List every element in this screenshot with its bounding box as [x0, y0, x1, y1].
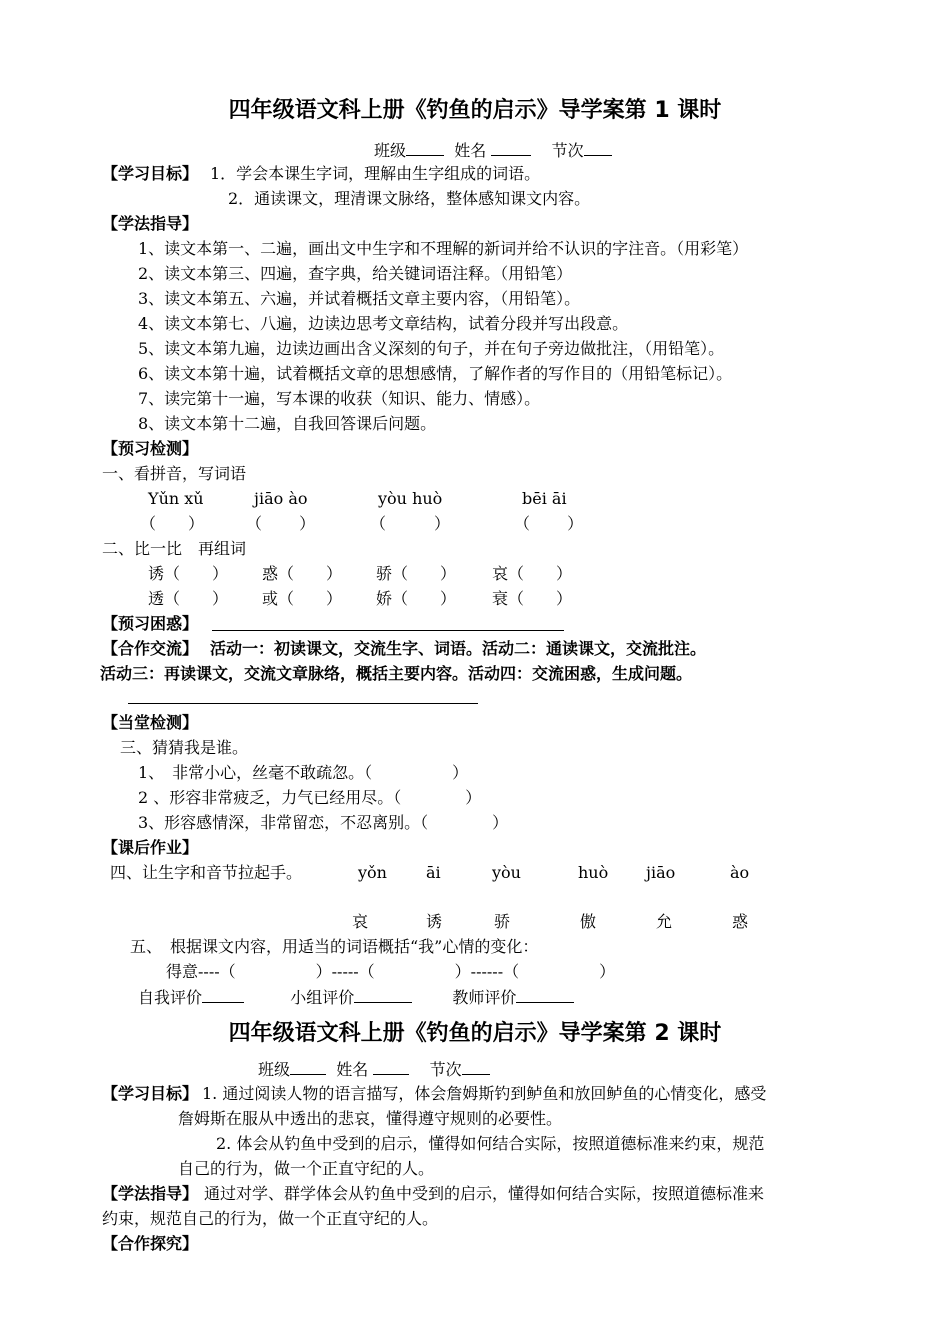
homework-pinyin: jiāo [646, 863, 676, 882]
pinyin-item: Yǔn xǔ [148, 489, 204, 508]
lesson1-goal-1: 1．学会本课生字词，理解由生字组成的词语。 [210, 164, 541, 183]
lesson1-homework-label: 【课后作业】 [102, 838, 199, 857]
self-eval-field[interactable] [202, 986, 244, 1003]
compare-item[interactable]: 衰（ ） [492, 589, 573, 608]
lesson2-method-text-a: 通过对学、群学体会从钓鱼中受到的启示，懂得如何结合实际，按照道德标准来 [204, 1184, 765, 1203]
answer-bracket[interactable]: （ ） [140, 514, 205, 533]
lesson2-goal-2a: 2. 体会从钓鱼中受到的启示，懂得如何结合实际，按照道德标准来约束，规范 [216, 1134, 765, 1153]
coop-text-1: 活动一：初读课文，交流生字、词语。活动二：通读课文，交流批注。 [210, 639, 707, 658]
compare-item[interactable]: 娇（ ） [376, 589, 457, 608]
confusion-answer-line[interactable] [212, 630, 564, 631]
homework-pinyin: ào [730, 863, 750, 882]
mood-chain[interactable]: 得意----（ ）-----（ ）------（ ） [166, 962, 616, 981]
lesson1-coop-label: 【合作交流】 [102, 639, 199, 658]
homework-char: 允 [656, 912, 673, 931]
compare-item[interactable]: 或（ ） [262, 589, 343, 608]
pinyin-item: bēi āi [522, 489, 567, 508]
lesson2-explore-label: 【合作探究】 [102, 1234, 199, 1253]
lesson1-check-label: 【当堂检测】 [102, 713, 199, 732]
class-label: 班级 [374, 141, 407, 160]
method-step: 1、读文本第一、二遍，画出文中生字和不理解的新词并给不认识的字注音。（用彩笔） [138, 239, 749, 258]
method-step: 7、读完第十一遍，写本课的收获（知识、能力、情感）。 [138, 389, 541, 408]
class-field[interactable] [290, 1058, 326, 1075]
lesson2-method-text-b: 约束，规范自己的行为，做一个正直守纪的人。 [102, 1209, 439, 1228]
lesson2-info-line [258, 1058, 490, 1081]
name-label: 姓名 [336, 1060, 369, 1079]
group-eval-label: 小组评价 [290, 988, 355, 1007]
compare-item[interactable]: 透（ ） [148, 589, 229, 608]
answer-bracket[interactable]: （ ） [370, 514, 451, 533]
name-field[interactable] [491, 139, 531, 156]
compare-item[interactable]: 哀（ ） [492, 564, 573, 583]
name-field[interactable] [373, 1058, 409, 1075]
preview-q1: 一、看拼音，写词语 [102, 464, 247, 483]
homework-pinyin: āi [426, 863, 441, 882]
lesson1-title: 四年级语文科上册《钓鱼的启示》导学案第 1 课时 [228, 98, 722, 123]
check-item: 1、 非常小心，丝毫不敢疏忽。（ ） [138, 763, 469, 782]
coop-answer-line[interactable] [128, 703, 478, 704]
lesson2-goal-1a: 1. 通过阅读人物的语言描写，体会詹姆斯钓到鲈鱼和放回鲈鱼的心情变化，感受 [202, 1084, 767, 1103]
lesson2-method-label: 【学法指导】 [102, 1184, 199, 1203]
section-field[interactable] [584, 139, 612, 156]
homework-pinyin: yǒn [358, 863, 387, 882]
coop-text-2: 活动三：再读课文，交流文章脉络，概括主要内容。活动四：交流困惑，生成问题。 [100, 664, 693, 683]
lesson2-goal-1b: 詹姆斯在服从中透出的悲哀，懂得遵守规则的必要性。 [178, 1109, 563, 1128]
lesson1-goal-2: 2．通读课文，理清课文脉络，整体感知课文内容。 [228, 189, 591, 208]
class-field[interactable] [406, 139, 444, 156]
evaluation-line [138, 986, 574, 1009]
class-label: 班级 [258, 1060, 291, 1079]
lesson1-goals-label: 【学习目标】 [102, 164, 199, 183]
name-label: 姓名 [454, 141, 487, 160]
homework-pinyin: yòu [492, 863, 521, 882]
method-step: 5、读文本第九遍，边读边画出含义深刻的句子，并在句子旁边做批注，（用铅笔）。 [138, 339, 725, 358]
method-step: 3、读文本第五、六遍，并试着概括文章主要内容，（用铅笔）。 [138, 289, 581, 308]
pinyin-item: yòu huò [378, 489, 443, 508]
answer-bracket[interactable]: （ ） [514, 514, 584, 533]
teacher-eval-label: 教师评价 [452, 988, 517, 1007]
lesson2-title: 四年级语文科上册《钓鱼的启示》导学案第 2 课时 [228, 1021, 722, 1046]
compare-item[interactable]: 诱（ ） [148, 564, 229, 583]
lesson1-preview-label: 【预习检测】 [102, 439, 199, 458]
compare-item[interactable]: 骄（ ） [376, 564, 457, 583]
teacher-eval-field[interactable] [516, 986, 574, 1003]
method-step: 6、读文本第十遍，试着概括文章的思想感情，了解作者的写作目的（用铅笔标记）。 [138, 364, 733, 383]
check-q3: 三、猜猜我是谁。 [120, 738, 249, 757]
lesson2-goal-2b: 自己的行为，做一个正直守纪的人。 [178, 1159, 435, 1178]
check-item: 3、形容感情深，非常留恋，不忍离别。（ ） [138, 813, 509, 832]
homework-q5: 五、 根据课文内容，用适当的词语概括“我”心情的变化： [130, 937, 539, 956]
homework-pinyin: huò [578, 863, 609, 882]
method-step: 4、读文本第七、八遍，边读边思考文章结构，试着分段并写出段意。 [138, 314, 629, 333]
homework-char: 诱 [426, 912, 443, 931]
section-label: 节次 [429, 1060, 462, 1079]
homework-char: 骄 [494, 912, 511, 931]
check-item: 2 、形容非常疲乏，力气已经用尽。（ ） [138, 788, 482, 807]
homework-q4: 四、让生字和音节拉起手。 [110, 863, 303, 882]
answer-bracket[interactable]: （ ） [246, 514, 316, 533]
lesson1-info-line [374, 139, 612, 162]
section-label: 节次 [551, 141, 584, 160]
homework-char: 傲 [580, 912, 597, 931]
homework-char: 哀 [352, 912, 369, 931]
pinyin-item: jiāo ào [254, 489, 308, 508]
lesson1-confusion-label: 【预习困惑】 [102, 614, 199, 633]
group-eval-field[interactable] [354, 986, 412, 1003]
method-step: 8、读文本第十二遍，自我回答课后问题。 [138, 414, 437, 433]
method-step: 2、读文本第三、四遍，查字典，给关键词语注释。（用铅笔） [138, 264, 573, 283]
section-field[interactable] [462, 1058, 490, 1075]
lesson2-goals-label: 【学习目标】 [102, 1084, 199, 1103]
homework-char: 惑 [732, 912, 749, 931]
lesson1-method-label: 【学法指导】 [102, 214, 199, 233]
self-eval-label: 自我评价 [138, 988, 203, 1007]
compare-item[interactable]: 惑（ ） [262, 564, 343, 583]
preview-q2: 二、比一比 再组词 [102, 539, 247, 558]
